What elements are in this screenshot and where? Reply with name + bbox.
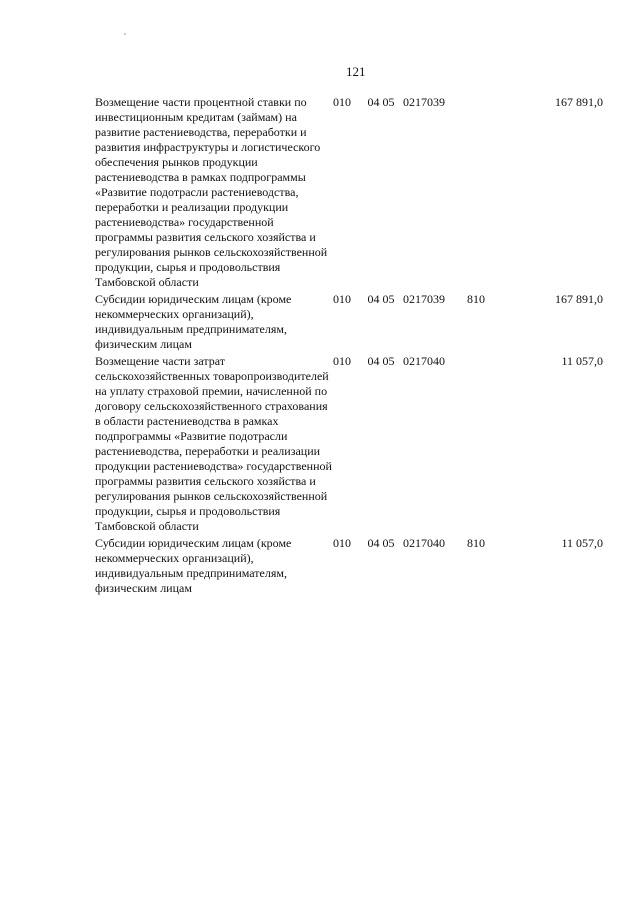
row-description: Возмещение части затрат сельскохозяйственных товаропроизводителей на уплату страховой премии, начисленной по договору сельскохозяйственного страхования в области растениеводства в рамках подпрограммы «Развитие подотрасли растениеводства, переработки и реализации продукции растениеводства» государственной программы развития сельского хозяйства и регулирования рынков сельскохозяйственной продукции, сырья и продовольствия Тамбовской области xyxy=(95,354,332,533)
row-amount: 11 057,0 xyxy=(561,536,603,550)
scan-speck xyxy=(124,33,126,35)
row-amount: 167 891,0 xyxy=(555,292,603,306)
row-admin-code: 010 xyxy=(333,95,351,109)
row-section-code: 04 05 xyxy=(367,95,395,109)
row-admin-code: 010 xyxy=(333,354,351,368)
row-target-code: 0217040 xyxy=(403,354,445,368)
page-number: 121 xyxy=(346,64,366,79)
row-target-code: 0217039 xyxy=(403,292,445,306)
row-admin-code: 010 xyxy=(333,536,351,550)
table-row xyxy=(95,354,603,536)
row-expense-type: 810 xyxy=(467,536,485,550)
row-description: Возмещение части процентной ставки по инвестиционным кредитам (займам) на развитие растениеводства, переработки и развития инфраструктуры и логистического обеспечения рынков продукции растениеводства в рамках подпрограммы «Развитие подотрасли растениеводства, переработки и реализации продукции растениеводства» государственной программы развития сельского хозяйства и регулирования рынков сельскохозяйственной продукции, сырья и продовольствия Тамбовской области xyxy=(95,95,328,289)
row-target-code: 0217040 xyxy=(403,536,445,550)
table-row xyxy=(95,95,603,292)
row-target-code: 0217039 xyxy=(403,95,445,109)
row-expense-type: 810 xyxy=(467,292,485,306)
row-section-code: 04 05 xyxy=(367,354,395,368)
row-amount: 11 057,0 xyxy=(561,354,603,368)
table-row xyxy=(95,536,603,598)
row-admin-code: 010 xyxy=(333,292,351,306)
row-section-code: 04 05 xyxy=(367,536,395,550)
row-section-code: 04 05 xyxy=(367,292,395,306)
row-description: Субсидии юридическим лицам (кроме некоммерческих организаций), индивидуальным предпринимателям, физическим лицам xyxy=(95,536,292,595)
row-amount: 167 891,0 xyxy=(555,95,603,109)
row-expense-type xyxy=(461,95,491,292)
row-description: Субсидии юридическим лицам (кроме некоммерческих организаций), индивидуальным предпринимателям, физическим лицам xyxy=(95,292,292,351)
budget-table xyxy=(95,95,603,598)
table-row xyxy=(95,292,603,354)
row-expense-type xyxy=(461,354,491,536)
